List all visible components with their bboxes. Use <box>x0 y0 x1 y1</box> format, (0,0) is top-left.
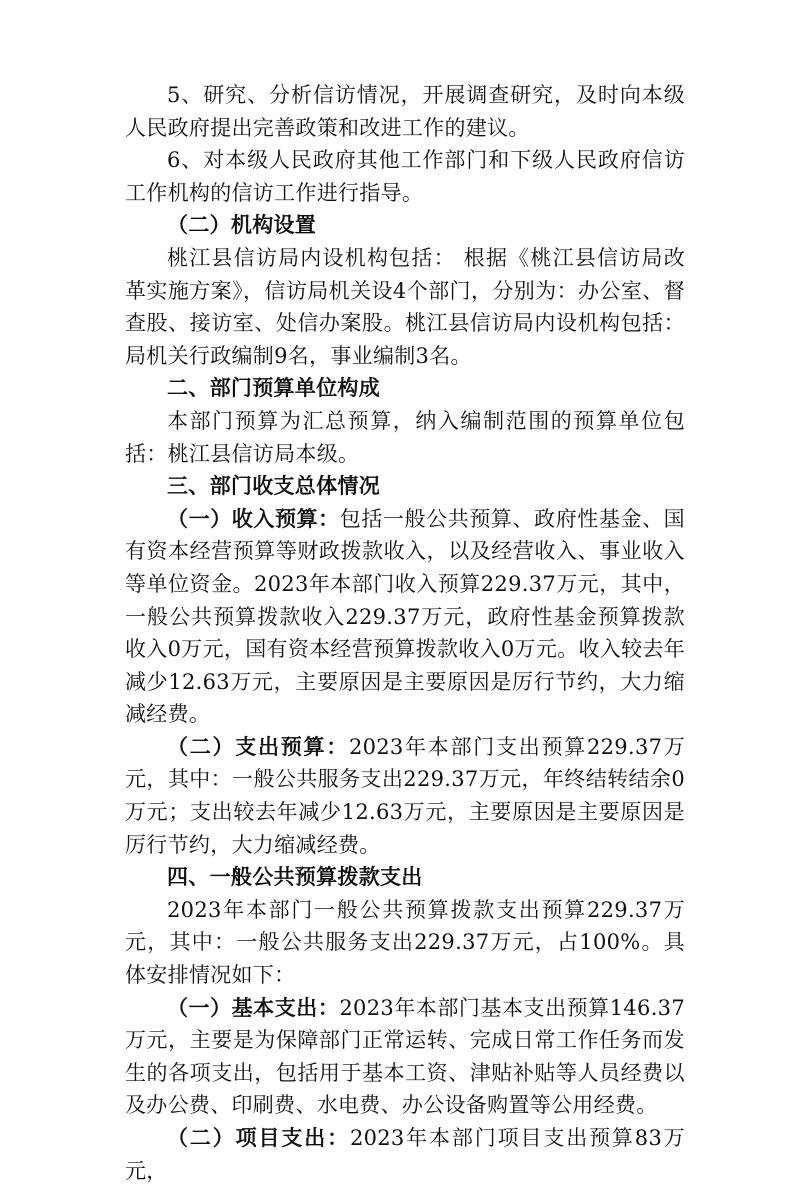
paragraph-general-public-budget: 2023年本部门一般公共预算拨款支出预算229.37万元，其中：一般公共服务支出229.37万元，占100%。具体安排情况如下： <box>125 897 685 988</box>
paragraph-income-budget <box>125 503 685 731</box>
paragraph-project-expenditure <box>125 1122 685 1187</box>
income-budget-text: 包括一般公共预算、政府性基金、国有资本经营预算等财政拨款收入，以及经营收入、事业收入等单位资金。2023年本部门收入预算229.37万元，其中，一般公共预算拨款收入229.37万元，政府性基金预算拨款收入0万元，国有资本经营预算拨款收入0万元。收入较去年减少12.63万元，主要原因是主要原因是厉行节约，大力缩减经费。 <box>125 506 685 727</box>
document-body <box>125 79 685 1187</box>
heading-organization-setup: （二）机构设置 <box>167 212 317 238</box>
heading-income-expenditure: 三、部门收支总体情况 <box>167 473 380 499</box>
paragraph-organization: 桃江县信访局内设机构包括： 根据《桃江县信访局改革实施方案》，信访局机关设4个部门，分别为：办公室、督查股、接访室、处信办案股。桃江县信访局内设机构包括：局机关行政编制9名，事业编制3名。 <box>125 245 685 368</box>
paragraph-expenditure-budget <box>125 731 685 861</box>
paragraph-duty-6: 6、对本级人民政府其他工作部门和下级人民政府信访工作机构的信访工作进行指导。 <box>125 148 685 205</box>
expenditure-budget-lead: （二）支出预算： <box>167 733 349 759</box>
heading-budget-units: 二、部门预算单位构成 <box>167 375 380 401</box>
basic-expenditure-text: 2023年本部门基本支出预算146.37万元，主要是为保障部门正常运转、完成日常工作任务而发生的各项支出，包括用于基本工资、津贴补贴等人员经费以及办公费、印刷费、水电费、办公设备购置等公用经费。 <box>125 995 686 1118</box>
heading-general-public-budget: 四、一般公共预算拨款支出 <box>167 864 423 890</box>
basic-expenditure-lead: （一）基本支出： <box>167 994 340 1020</box>
paragraph-budget-units: 本部门预算为汇总预算，纳入编制范围的预算单位包括：桃江县信访局本级。 <box>125 408 685 466</box>
project-expenditure-text: 2023年本部门项目支出预算83万元， <box>125 1126 685 1183</box>
project-expenditure-lead: （二）项目支出： <box>167 1125 350 1150</box>
paragraph-duty-5: 5、研究、分析信访情况，开展调查研究，及时向本级人民政府提出完善政策和改进工作的建议。 <box>125 83 685 140</box>
expenditure-budget-text: 2023年本部门支出预算229.37万元，其中：一般公共服务支出229.37万元，年终结转结余0万元；支出较去年减少12.63万元，主要原因是主要原因是厉行节约，大力缩减经费。 <box>125 734 686 857</box>
income-budget-lead: （一）收入预算： <box>167 505 340 531</box>
paragraph-basic-expenditure <box>125 992 685 1122</box>
